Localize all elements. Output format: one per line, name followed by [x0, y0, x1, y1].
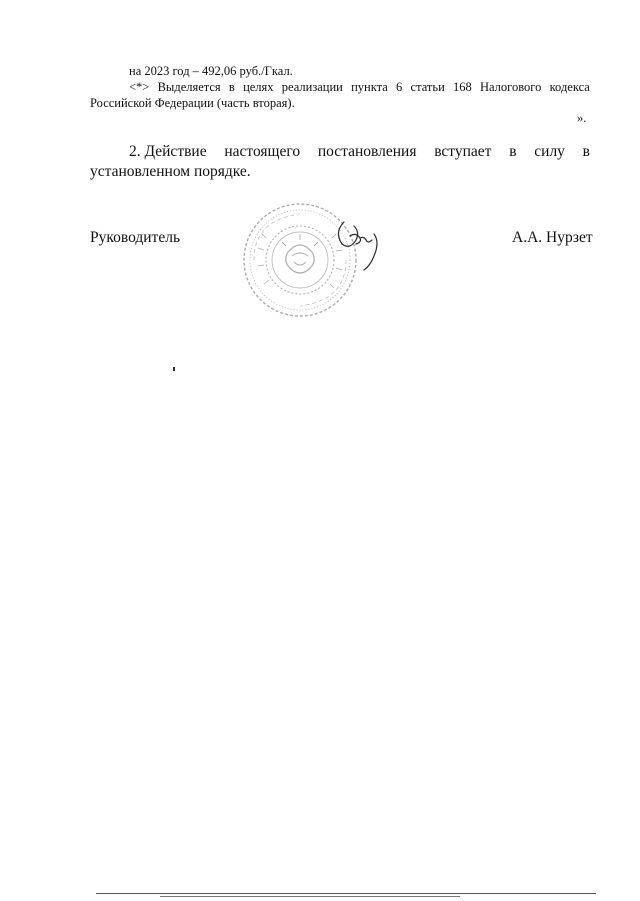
- clause-word: вступает: [434, 143, 492, 160]
- footnote-word: <*>: [129, 80, 150, 94]
- closing-quote: ».: [577, 111, 587, 125]
- footnote-word: целях: [243, 80, 274, 94]
- footnote-word: кодекса: [549, 80, 590, 94]
- footnote-word: 6: [396, 80, 403, 94]
- tariff-line: на 2023 год – 492,06 руб./Гкал.: [129, 64, 293, 78]
- footnote-word: Выделяется: [157, 80, 221, 94]
- footnote-word: статьи: [410, 80, 445, 94]
- clause-line-2: установленном порядке.: [90, 163, 251, 180]
- scan-speck: [173, 367, 175, 371]
- scan-edge-line: [160, 896, 460, 897]
- handwritten-signature: [330, 212, 390, 272]
- clause-word: в: [582, 143, 590, 160]
- clause-line-1: [129, 142, 590, 162]
- footnote-line-1: [129, 79, 590, 95]
- footnote-word: пункта: [351, 80, 388, 94]
- signatory-name: А.А. Нурзет: [512, 229, 593, 246]
- clause-word: 2. Действие: [129, 143, 207, 160]
- footnote-word: реализации: [281, 80, 343, 94]
- footnote-word: 168: [453, 80, 472, 94]
- footnote-word: в: [228, 80, 235, 94]
- clause-word: силу: [534, 143, 565, 160]
- clause-word: настоящего: [224, 143, 301, 160]
- clause-word: постановления: [317, 143, 417, 160]
- footnote-line-2: Российской Федерации (часть вторая).: [90, 96, 295, 110]
- scan-edge-line: [96, 893, 596, 894]
- signatory-position: Руководитель: [90, 229, 181, 246]
- clause-word: в: [509, 143, 517, 160]
- footnote-word: Налогового: [480, 80, 542, 94]
